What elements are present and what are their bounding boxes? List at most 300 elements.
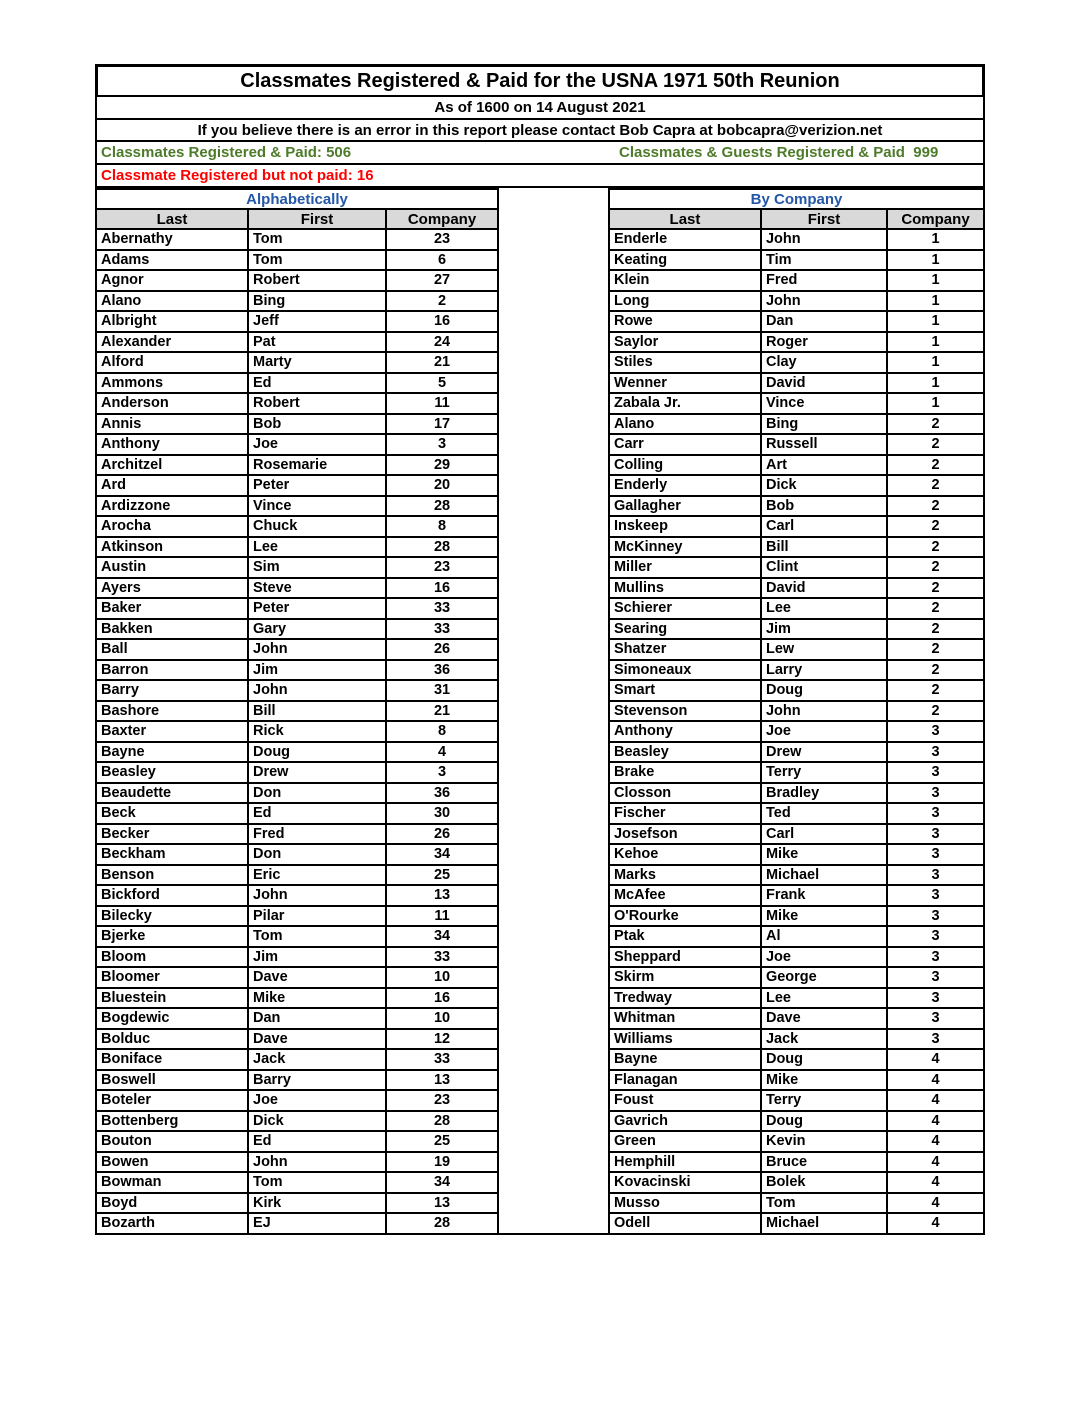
cell-company: 2 — [887, 434, 984, 455]
cell-last: Enderly — [609, 475, 761, 496]
cell-last: Enderle — [609, 229, 761, 250]
cell-last: Arocha — [96, 516, 248, 537]
cell-first: Jim — [248, 660, 386, 681]
cell-first: Peter — [248, 598, 386, 619]
table-row — [96, 783, 498, 804]
cell-last: Searing — [609, 619, 761, 640]
cell-last: Boniface — [96, 1049, 248, 1070]
table-row — [609, 496, 984, 517]
cell-last: Long — [609, 291, 761, 312]
cell-first: Tom — [248, 926, 386, 947]
table-row — [609, 762, 984, 783]
cell-last: Colling — [609, 455, 761, 476]
cell-last: Bloomer — [96, 967, 248, 988]
table-row — [96, 844, 498, 865]
cell-first: Dave — [248, 967, 386, 988]
table-row — [609, 660, 984, 681]
cell-first: Doug — [761, 680, 887, 701]
table-row — [609, 783, 984, 804]
table-row — [609, 1131, 984, 1152]
cell-first: Kevin — [761, 1131, 887, 1152]
cell-last: Green — [609, 1131, 761, 1152]
cell-company: 2 — [887, 537, 984, 558]
table-row — [609, 352, 984, 373]
cell-first: Dick — [248, 1111, 386, 1132]
cell-company: 19 — [386, 1152, 498, 1173]
cell-last: O'Rourke — [609, 906, 761, 927]
cell-first: Lee — [761, 598, 887, 619]
table-row — [609, 906, 984, 927]
cell-first: Russell — [761, 434, 887, 455]
cell-company: 2 — [386, 291, 498, 312]
cell-company: 2 — [887, 516, 984, 537]
table-row — [96, 434, 498, 455]
table-row — [96, 373, 498, 394]
cell-first: Eric — [248, 865, 386, 886]
cell-company: 5 — [386, 373, 498, 394]
cell-last: Stiles — [609, 352, 761, 373]
cell-last: Josefson — [609, 824, 761, 845]
cell-company: 33 — [386, 947, 498, 968]
cell-first: Bradley — [761, 783, 887, 804]
cell-company: 2 — [887, 578, 984, 599]
cell-last: Bozarth — [96, 1213, 248, 1234]
cell-first: Kirk — [248, 1193, 386, 1214]
cell-company: 11 — [386, 393, 498, 414]
cell-last: Bloom — [96, 947, 248, 968]
cell-company: 13 — [386, 1193, 498, 1214]
cell-last: Bayne — [96, 742, 248, 763]
cell-last: Bayne — [609, 1049, 761, 1070]
table-row — [609, 332, 984, 353]
cell-first: Lew — [761, 639, 887, 660]
cell-first: Tom — [248, 250, 386, 271]
table-row — [96, 639, 498, 660]
cell-company: 24 — [386, 332, 498, 353]
table-row — [96, 250, 498, 271]
cell-company: 2 — [887, 557, 984, 578]
table-row — [609, 250, 984, 271]
cell-company: 1 — [887, 393, 984, 414]
table-row — [609, 1008, 984, 1029]
cell-first: Bing — [761, 414, 887, 435]
cell-first: Fred — [248, 824, 386, 845]
cell-first: Chuck — [248, 516, 386, 537]
cell-last: Ball — [96, 639, 248, 660]
table-row — [96, 1193, 498, 1214]
cell-first: Mike — [761, 844, 887, 865]
cell-first: Art — [761, 455, 887, 476]
table-alphabetical — [95, 188, 499, 1235]
table-row — [609, 926, 984, 947]
cell-last: Marks — [609, 865, 761, 886]
cell-first: Dan — [248, 1008, 386, 1029]
table-row — [609, 598, 984, 619]
cell-company: 2 — [887, 496, 984, 517]
table-row — [609, 475, 984, 496]
cell-company: 3 — [887, 1008, 984, 1029]
cell-last: Rowe — [609, 311, 761, 332]
cell-last: Simoneaux — [609, 660, 761, 681]
table-row — [609, 1070, 984, 1091]
cell-last: Kehoe — [609, 844, 761, 865]
cell-company: 16 — [386, 578, 498, 599]
cell-first: John — [761, 291, 887, 312]
cell-company: 29 — [386, 455, 498, 476]
table-row — [96, 598, 498, 619]
cell-last: Kovacinski — [609, 1172, 761, 1193]
table-row — [96, 1029, 498, 1050]
cell-last: Alexander — [96, 332, 248, 353]
cell-first: Dick — [761, 475, 887, 496]
cell-first: Vince — [761, 393, 887, 414]
cell-first: Dave — [248, 1029, 386, 1050]
cell-last: Adams — [96, 250, 248, 271]
table-row — [96, 496, 498, 517]
cell-first: Larry — [761, 660, 887, 681]
cell-company: 20 — [386, 475, 498, 496]
cell-company: 2 — [887, 660, 984, 681]
table-row — [609, 557, 984, 578]
cell-first: Fred — [761, 270, 887, 291]
table-row — [609, 434, 984, 455]
table-row — [609, 270, 984, 291]
table-row — [609, 516, 984, 537]
table-row — [609, 1111, 984, 1132]
cell-last: Ptak — [609, 926, 761, 947]
cell-company: 1 — [887, 250, 984, 271]
table-column-header — [96, 209, 498, 229]
table-by-company — [608, 188, 985, 1235]
table-row — [609, 455, 984, 476]
cell-first: Bing — [248, 291, 386, 312]
cell-last: Bjerke — [96, 926, 248, 947]
cell-last: Ayers — [96, 578, 248, 599]
cell-first: Marty — [248, 352, 386, 373]
table-row — [609, 865, 984, 886]
table-row — [96, 885, 498, 906]
table-row — [96, 475, 498, 496]
cell-company: 1 — [887, 291, 984, 312]
table-gap-spacer — [499, 188, 608, 1235]
cell-company: 8 — [386, 516, 498, 537]
cell-company: 33 — [386, 598, 498, 619]
cell-company: 1 — [887, 229, 984, 250]
table-row — [96, 619, 498, 640]
cell-last: Carr — [609, 434, 761, 455]
table-row — [609, 1029, 984, 1050]
cell-first: Clay — [761, 352, 887, 373]
cell-last: Bashore — [96, 701, 248, 722]
table-row — [96, 352, 498, 373]
cell-company: 2 — [887, 455, 984, 476]
cell-first: Bruce — [761, 1152, 887, 1173]
cell-company: 4 — [386, 742, 498, 763]
cell-first: John — [248, 639, 386, 660]
cell-last: Klein — [609, 270, 761, 291]
cell-company: 4 — [887, 1111, 984, 1132]
page-title: Classmates Registered & Paid for the USNA 1971 50th Reunion — [240, 69, 840, 92]
table-row — [96, 393, 498, 414]
cell-company: 33 — [386, 1049, 498, 1070]
cell-first: Carl — [761, 824, 887, 845]
table-row — [609, 721, 984, 742]
cell-company: 3 — [887, 967, 984, 988]
cell-company: 4 — [887, 1152, 984, 1173]
cell-last: Annis — [96, 414, 248, 435]
table-row — [609, 947, 984, 968]
cell-last: Shatzer — [609, 639, 761, 660]
table-row — [96, 516, 498, 537]
cell-first: Al — [761, 926, 887, 947]
table-row — [609, 311, 984, 332]
report-date-row — [95, 97, 985, 120]
cell-first: Joe — [248, 1090, 386, 1111]
cell-company: 4 — [887, 1213, 984, 1234]
cell-last: Stevenson — [609, 701, 761, 722]
table-row — [609, 988, 984, 1009]
cell-company: 3 — [386, 434, 498, 455]
cell-last: Gavrich — [609, 1111, 761, 1132]
cell-first: Dan — [761, 311, 887, 332]
cell-first: Tom — [248, 229, 386, 250]
table-row — [96, 865, 498, 886]
table-row — [96, 680, 498, 701]
cell-last: Anderson — [96, 393, 248, 414]
table-row — [96, 967, 498, 988]
cell-last: Saylor — [609, 332, 761, 353]
cell-first: Sim — [248, 557, 386, 578]
cell-first: Roger — [761, 332, 887, 353]
cell-last: Ardizzone — [96, 496, 248, 517]
cell-first: Terry — [761, 762, 887, 783]
cell-first: Tim — [761, 250, 887, 271]
cell-last: Abernathy — [96, 229, 248, 250]
cell-last: Beasley — [96, 762, 248, 783]
cell-last: McKinney — [609, 537, 761, 558]
cell-first: Jim — [248, 947, 386, 968]
cell-first: Michael — [761, 865, 887, 886]
table-row — [96, 270, 498, 291]
cell-company: 3 — [887, 762, 984, 783]
cell-company: 3 — [887, 1029, 984, 1050]
cell-company: 13 — [386, 1070, 498, 1091]
column-header-company: Company — [887, 209, 984, 229]
contact-note: If you believe there is an error in this report please contact Bob Capra at bobcapra@verizion.net — [197, 121, 883, 139]
cell-company: 2 — [887, 414, 984, 435]
cell-last: Bickford — [96, 885, 248, 906]
cell-first: Joe — [761, 947, 887, 968]
cell-first: Pat — [248, 332, 386, 353]
cell-company: 3 — [887, 824, 984, 845]
cell-last: McAfee — [609, 885, 761, 906]
cell-company: 21 — [386, 352, 498, 373]
cell-first: John — [761, 701, 887, 722]
cell-last: Gallagher — [609, 496, 761, 517]
cell-first: John — [248, 1152, 386, 1173]
table-row — [96, 988, 498, 1009]
cell-company: 3 — [887, 906, 984, 927]
cell-last: Beckham — [96, 844, 248, 865]
cell-company: 2 — [887, 475, 984, 496]
cell-company: 6 — [386, 250, 498, 271]
cell-company: 10 — [386, 1008, 498, 1029]
cell-first: Rick — [248, 721, 386, 742]
cell-last: Foust — [609, 1090, 761, 1111]
tables-section — [95, 188, 985, 1235]
cell-last: Schierer — [609, 598, 761, 619]
cell-first: George — [761, 967, 887, 988]
cell-last: Austin — [96, 557, 248, 578]
stat-guests-registered-paid: Classmates & Guests Registered & Paid 999 — [619, 144, 939, 161]
cell-company: 17 — [386, 414, 498, 435]
cell-last: Flanagan — [609, 1070, 761, 1091]
cell-first: Steve — [248, 578, 386, 599]
table-row — [96, 1111, 498, 1132]
cell-last: Miller — [609, 557, 761, 578]
cell-company: 1 — [887, 332, 984, 353]
table-row — [609, 537, 984, 558]
cell-first: Frank — [761, 885, 887, 906]
cell-last: Albright — [96, 311, 248, 332]
table-row — [609, 844, 984, 865]
cell-first: Dave — [761, 1008, 887, 1029]
table-row — [609, 291, 984, 312]
cell-last: Baxter — [96, 721, 248, 742]
cell-company: 1 — [887, 373, 984, 394]
cell-company: 3 — [887, 783, 984, 804]
table-row — [609, 1172, 984, 1193]
cell-company: 2 — [887, 680, 984, 701]
cell-first: Joe — [248, 434, 386, 455]
cell-company: 4 — [887, 1172, 984, 1193]
cell-last: Alano — [609, 414, 761, 435]
cell-last: Whitman — [609, 1008, 761, 1029]
table-row — [96, 660, 498, 681]
cell-company: 34 — [386, 1172, 498, 1193]
table-row — [96, 906, 498, 927]
cell-company: 3 — [887, 803, 984, 824]
table-row — [96, 578, 498, 599]
cell-company: 28 — [386, 1213, 498, 1234]
table-row — [96, 947, 498, 968]
cell-company: 3 — [887, 885, 984, 906]
cell-last: Architzel — [96, 455, 248, 476]
cell-company: 1 — [887, 270, 984, 291]
cell-company: 3 — [887, 844, 984, 865]
cell-first: Rosemarie — [248, 455, 386, 476]
table-row — [609, 701, 984, 722]
table-row — [96, 1172, 498, 1193]
cell-company: 21 — [386, 701, 498, 722]
cell-first: Vince — [248, 496, 386, 517]
cell-last: Bowen — [96, 1152, 248, 1173]
table-row — [96, 701, 498, 722]
table-row — [609, 742, 984, 763]
cell-first: Tom — [248, 1172, 386, 1193]
as-of-date: As of 1600 on 14 August 2021 — [434, 99, 646, 116]
cell-last: Atkinson — [96, 537, 248, 558]
cell-company: 23 — [386, 229, 498, 250]
cell-first: Robert — [248, 393, 386, 414]
table-row — [609, 1090, 984, 1111]
cell-last: Becker — [96, 824, 248, 845]
cell-company: 3 — [386, 762, 498, 783]
cell-first: Tom — [761, 1193, 887, 1214]
cell-last: Agnor — [96, 270, 248, 291]
table-row — [96, 557, 498, 578]
table-group-header — [609, 189, 984, 209]
cell-company: 34 — [386, 844, 498, 865]
cell-last: Brake — [609, 762, 761, 783]
cell-company: 16 — [386, 988, 498, 1009]
table-row — [96, 1131, 498, 1152]
cell-company: 4 — [887, 1193, 984, 1214]
cell-last: Barry — [96, 680, 248, 701]
table-row — [609, 1213, 984, 1234]
cell-company: 11 — [386, 906, 498, 927]
cell-first: David — [761, 373, 887, 394]
table-row — [609, 1049, 984, 1070]
cell-last: Bolduc — [96, 1029, 248, 1050]
cell-company: 25 — [386, 1131, 498, 1152]
cell-last: Alford — [96, 352, 248, 373]
cell-company: 16 — [386, 311, 498, 332]
table-row — [96, 824, 498, 845]
cell-last: Anthony — [96, 434, 248, 455]
cell-company: 28 — [386, 537, 498, 558]
cell-company: 12 — [386, 1029, 498, 1050]
cell-first: Doug — [761, 1111, 887, 1132]
cell-last: Boyd — [96, 1193, 248, 1214]
cell-company: 13 — [386, 885, 498, 906]
cell-last: Tredway — [609, 988, 761, 1009]
cell-first: Jack — [761, 1029, 887, 1050]
table-row — [609, 229, 984, 250]
cell-last: Williams — [609, 1029, 761, 1050]
column-header-company: Company — [386, 209, 498, 229]
cell-last: Baker — [96, 598, 248, 619]
cell-company: 26 — [386, 824, 498, 845]
cell-first: Robert — [248, 270, 386, 291]
cell-last: Benson — [96, 865, 248, 886]
table-group-header — [96, 189, 498, 209]
cell-last: Zabala Jr. — [609, 393, 761, 414]
cell-last: Ard — [96, 475, 248, 496]
cell-first: Carl — [761, 516, 887, 537]
cell-first: Doug — [248, 742, 386, 763]
cell-first: John — [761, 229, 887, 250]
column-header-first: First — [248, 209, 386, 229]
cell-first: Mike — [761, 906, 887, 927]
cell-last: Beasley — [609, 742, 761, 763]
cell-first: Joe — [761, 721, 887, 742]
stat-registered-paid: Classmates Registered & Paid: 506 — [101, 144, 352, 161]
table-row — [96, 1213, 498, 1234]
cell-last: Bottenberg — [96, 1111, 248, 1132]
cell-last: Ammons — [96, 373, 248, 394]
table-row — [96, 1049, 498, 1070]
table-row — [609, 619, 984, 640]
cell-last: Bluestein — [96, 988, 248, 1009]
table-column-header — [609, 209, 984, 229]
cell-first: David — [761, 578, 887, 599]
table-row — [609, 373, 984, 394]
stats-row — [95, 142, 985, 165]
cell-last: Hemphill — [609, 1152, 761, 1173]
cell-first: Peter — [248, 475, 386, 496]
cell-company: 3 — [887, 988, 984, 1009]
